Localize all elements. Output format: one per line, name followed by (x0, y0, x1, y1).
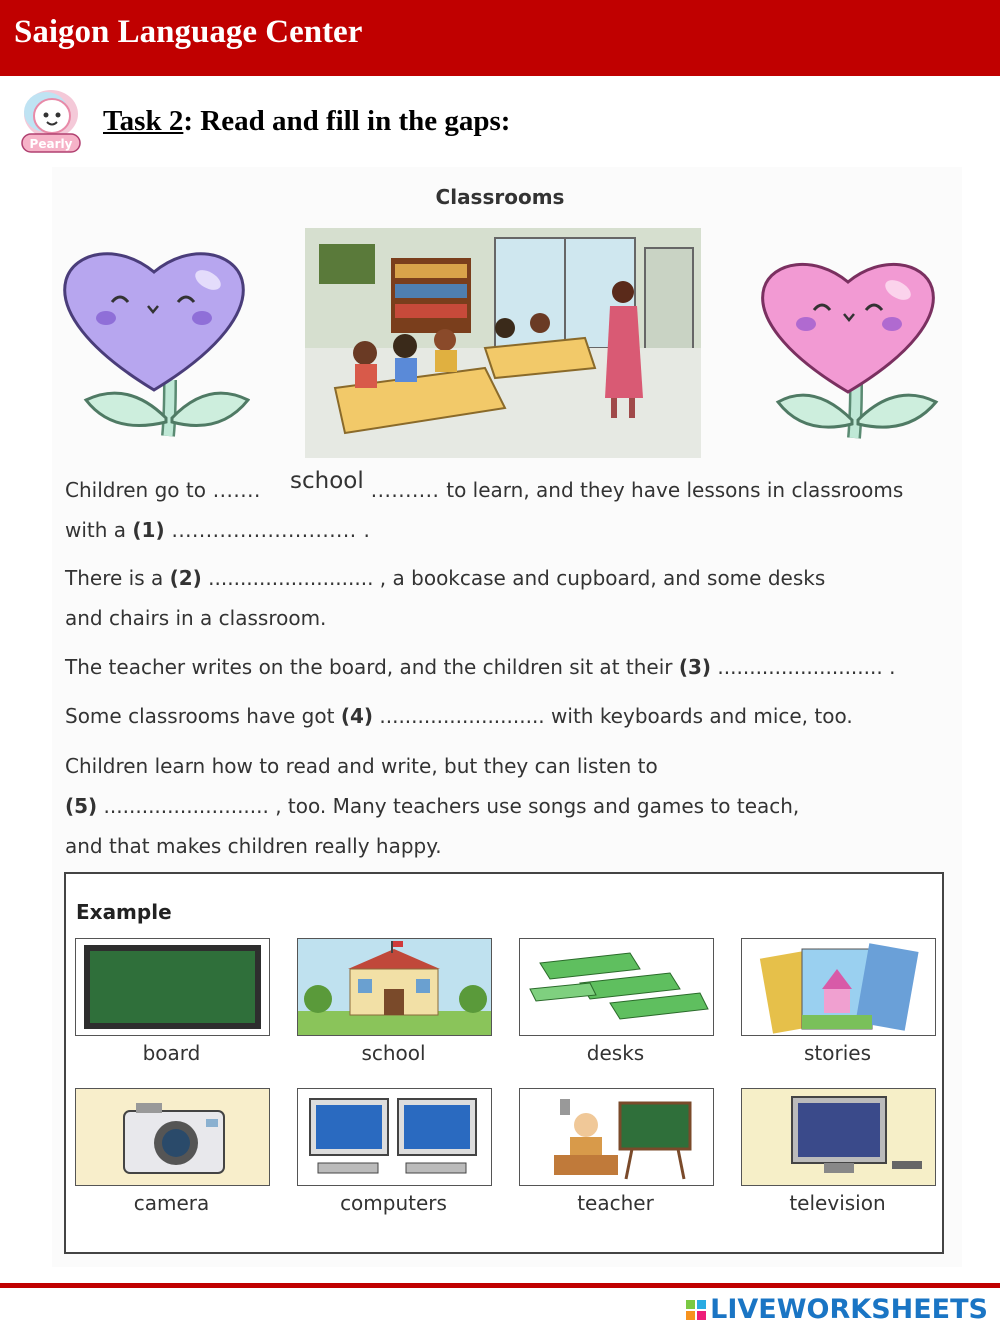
p1-text-b: to learn, and they have lessons in classrooms (446, 478, 904, 502)
caption-teacher: teacher (577, 1191, 654, 1215)
desks-picture-icon (519, 938, 714, 1036)
purple-heart-flower-icon (58, 240, 250, 440)
p1-text-c: with a (65, 518, 127, 542)
header-title: Saigon Language Center (14, 14, 363, 50)
caption-board: board (142, 1041, 201, 1065)
gap-number-2: (2) (169, 566, 202, 590)
task-label: Task 2 (103, 105, 184, 137)
p5-text-a: Children learn how to read and write, but they can listen to (65, 754, 658, 778)
paragraph-2 (65, 558, 825, 638)
p3-text-a: The teacher writes on the board, and the children sit at their (65, 655, 673, 679)
logo-text: Pearly (29, 137, 73, 151)
gap-2-input[interactable]: .......................... , a bookcase and cupboard, and some desks (201, 566, 826, 590)
p2-text-a: There is a (65, 566, 164, 590)
gap-5-input[interactable]: .......................... , too. Many teachers use songs and games to teach, (97, 794, 800, 818)
caption-desks: desks (586, 1041, 645, 1065)
stories-picture-icon (741, 938, 936, 1036)
gap-4-input[interactable]: .......................... with keyboards and mice, too. (373, 704, 853, 728)
paragraph-5 (65, 746, 799, 866)
liveworksheets-brand: LIVEWORKSHEETS (710, 1294, 988, 1325)
p4-text-a: Some classrooms have got (65, 704, 335, 728)
gap-number-1: (1) (132, 518, 165, 542)
liveworksheets-grid-icon (686, 1300, 706, 1320)
paragraph-4 (65, 696, 853, 736)
television-picture-icon (741, 1088, 936, 1186)
liveworksheets-logo[interactable] (686, 1294, 988, 1325)
gap-example[interactable]: ....... (205, 478, 261, 502)
task-heading (103, 105, 510, 138)
teacher-picture-icon (519, 1088, 714, 1186)
caption-stories: stories (803, 1041, 871, 1065)
caption-school: school (361, 1041, 426, 1065)
pink-heart-flower-icon (752, 250, 940, 442)
gap-number-3: (3) (678, 655, 712, 679)
caption-camera: camera (133, 1191, 210, 1215)
footer-divider (0, 1283, 1000, 1288)
board-picture-icon (75, 938, 270, 1036)
worksheet-title: Classrooms (435, 185, 565, 209)
paragraph-1 (65, 470, 903, 550)
p1-text-a: Children go to (65, 478, 206, 502)
camera-picture-icon (75, 1088, 270, 1186)
classroom-illustration (305, 228, 701, 458)
paragraph-3 (65, 647, 895, 687)
school-picture-icon (297, 938, 492, 1036)
gap-example-tail: .......... (370, 478, 447, 502)
pearly-logo (16, 86, 86, 158)
caption-television: television (789, 1191, 886, 1215)
computers-picture-icon (297, 1088, 492, 1186)
gap-number-4: (4) (340, 704, 374, 728)
caption-computers: computers (340, 1191, 447, 1215)
task-instruction: : Read and fill in the gaps: (183, 105, 511, 137)
p2-text-c: and chairs in a classroom. (65, 606, 327, 630)
header-bar (0, 0, 1000, 76)
example-answer: school (290, 468, 364, 494)
gap-1-input[interactable]: ........................... . (164, 518, 371, 542)
gap-number-5: (5) (65, 794, 98, 818)
p5-text-c: and that makes children really happy. (65, 834, 442, 858)
gap-3-input[interactable]: .......................... . (711, 655, 896, 679)
example-label: Example (76, 900, 172, 924)
